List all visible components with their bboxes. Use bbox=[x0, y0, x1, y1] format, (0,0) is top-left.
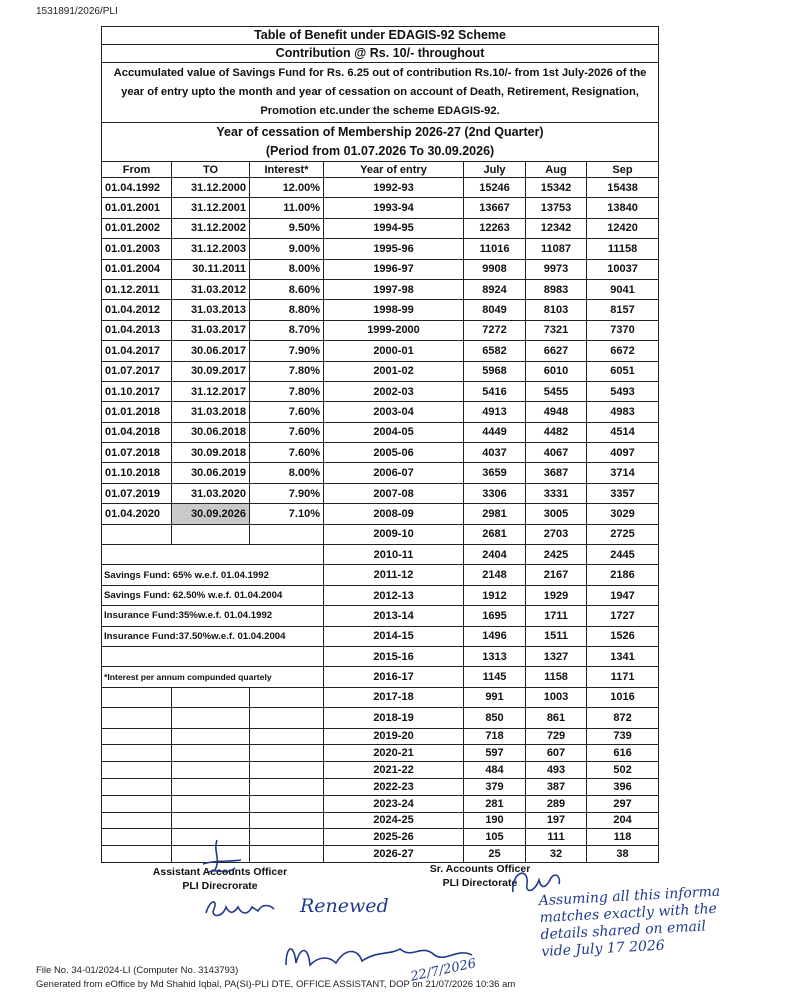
benefit-sep: 6672 bbox=[587, 341, 659, 361]
benefit-aug: 1327 bbox=[526, 646, 587, 666]
benefit-sep: 297 bbox=[587, 795, 659, 812]
period-line: (Period from 01.07.2026 To 30.09.2026) bbox=[265, 144, 495, 158]
rate-to: 31.12.2000 bbox=[172, 178, 250, 198]
year-of-entry: 1997-98 bbox=[324, 279, 464, 299]
benefit-aug: 1158 bbox=[526, 667, 587, 687]
year-of-entry: 1993-94 bbox=[324, 198, 464, 218]
year-of-entry: 1996-97 bbox=[324, 259, 464, 279]
benefit-july: 597 bbox=[464, 745, 526, 762]
table-row bbox=[102, 728, 659, 745]
benefit-aug: 15342 bbox=[526, 178, 587, 198]
year-of-entry: 2010-11 bbox=[324, 545, 464, 565]
empty-cell bbox=[250, 762, 324, 779]
contribution-line: Contribution @ Rs. 10/- throughout bbox=[102, 45, 659, 63]
table-row bbox=[102, 626, 659, 646]
rate-to: 30.06.2018 bbox=[172, 422, 250, 442]
signature-mark-initials bbox=[200, 895, 280, 925]
table-title: Table of Benefit under EDAGIS-92 Scheme bbox=[102, 27, 659, 45]
benefit-july: 7272 bbox=[464, 320, 526, 340]
benefit-sep: 4097 bbox=[587, 443, 659, 463]
benefit-sep: 1947 bbox=[587, 585, 659, 605]
benefit-july: 4913 bbox=[464, 402, 526, 422]
rate-interest: 8.00% bbox=[250, 259, 324, 279]
table-row bbox=[102, 504, 659, 524]
benefit-aug: 111 bbox=[526, 829, 587, 846]
rate-to: 30.11.2011 bbox=[172, 259, 250, 279]
rate-to: 31.03.2012 bbox=[172, 279, 250, 299]
rate-to: 31.12.2001 bbox=[172, 198, 250, 218]
benefit-july: 2404 bbox=[464, 545, 526, 565]
benefit-sep: 6051 bbox=[587, 361, 659, 381]
rate-interest: 8.70% bbox=[250, 320, 324, 340]
year-of-entry: 1998-99 bbox=[324, 300, 464, 320]
rate-to: 30.06.2017 bbox=[172, 341, 250, 361]
benefit-aug: 1003 bbox=[526, 687, 587, 707]
footer-file-number: File No. 34-01/2024-LI (Computer No. 3143793) bbox=[36, 965, 239, 976]
rate-interest: 7.60% bbox=[250, 422, 324, 442]
table-row bbox=[102, 218, 659, 238]
benefit-july: 718 bbox=[464, 728, 526, 745]
benefit-sep: 204 bbox=[587, 812, 659, 829]
empty-cell bbox=[250, 829, 324, 846]
header-july: July bbox=[464, 162, 526, 178]
rate-from: 01.01.2018 bbox=[102, 402, 172, 422]
benefit-sep: 4983 bbox=[587, 402, 659, 422]
benefit-aug: 2425 bbox=[526, 545, 587, 565]
benefit-july: 2681 bbox=[464, 524, 526, 544]
benefit-sep: 9041 bbox=[587, 279, 659, 299]
year-of-entry: 2009-10 bbox=[324, 524, 464, 544]
table-row bbox=[102, 545, 659, 565]
benefit-july: 5416 bbox=[464, 381, 526, 401]
year-of-entry: 1995-96 bbox=[324, 239, 464, 259]
rate-to: 31.03.2018 bbox=[172, 402, 250, 422]
benefit-july: 8924 bbox=[464, 279, 526, 299]
benefit-july: 1912 bbox=[464, 585, 526, 605]
year-of-entry: 2022-23 bbox=[324, 778, 464, 795]
benefit-july: 15246 bbox=[464, 178, 526, 198]
year-of-entry: 2024-25 bbox=[324, 812, 464, 829]
year-of-entry: 2015-16 bbox=[324, 646, 464, 666]
table-row bbox=[102, 443, 659, 463]
empty-cell bbox=[250, 846, 324, 863]
rate-to: 31.12.2002 bbox=[172, 218, 250, 238]
table-row bbox=[102, 762, 659, 779]
table-row bbox=[102, 829, 659, 846]
cessation-year bbox=[102, 123, 659, 162]
header-interest: Interest* bbox=[250, 162, 324, 178]
empty-cell bbox=[102, 708, 172, 728]
benefit-sep: 15438 bbox=[587, 178, 659, 198]
rate-from: 01.04.2018 bbox=[102, 422, 172, 442]
rate-to: 31.03.2013 bbox=[172, 300, 250, 320]
empty-cell bbox=[172, 687, 250, 707]
header-sep: Sep bbox=[587, 162, 659, 178]
benefit-aug: 1929 bbox=[526, 585, 587, 605]
benefit-july: 3659 bbox=[464, 463, 526, 483]
fund-note: *Interest per annum compunded quartely bbox=[102, 667, 324, 687]
benefit-aug: 32 bbox=[526, 846, 587, 863]
benefit-july: 5968 bbox=[464, 361, 526, 381]
benefit-aug: 4948 bbox=[526, 402, 587, 422]
benefit-july: 12263 bbox=[464, 218, 526, 238]
benefit-aug: 861 bbox=[526, 708, 587, 728]
empty-cell bbox=[102, 812, 172, 829]
year-of-entry: 2018-19 bbox=[324, 708, 464, 728]
benefit-sep: 616 bbox=[587, 745, 659, 762]
table-row bbox=[102, 341, 659, 361]
benefit-july: 1313 bbox=[464, 646, 526, 666]
benefit-aug: 1511 bbox=[526, 626, 587, 646]
year-of-entry: 2025-26 bbox=[324, 829, 464, 846]
rate-from: 01.12.2011 bbox=[102, 279, 172, 299]
benefit-sep: 8157 bbox=[587, 300, 659, 320]
rate-from: 01.04.2012 bbox=[102, 300, 172, 320]
table-row bbox=[102, 361, 659, 381]
benefit-aug: 5455 bbox=[526, 381, 587, 401]
table-row bbox=[102, 483, 659, 503]
benefit-july: 2148 bbox=[464, 565, 526, 585]
rate-to: 31.03.2017 bbox=[172, 320, 250, 340]
benefit-july: 25 bbox=[464, 846, 526, 863]
benefit-july: 3306 bbox=[464, 483, 526, 503]
benefit-july: 379 bbox=[464, 778, 526, 795]
table-row bbox=[102, 778, 659, 795]
benefit-sep: 2186 bbox=[587, 565, 659, 585]
benefit-sep: 3357 bbox=[587, 483, 659, 503]
benefit-aug: 8103 bbox=[526, 300, 587, 320]
benefit-sep: 2445 bbox=[587, 545, 659, 565]
benefit-sep: 1171 bbox=[587, 667, 659, 687]
header-aug: Aug bbox=[526, 162, 587, 178]
benefit-aug: 493 bbox=[526, 762, 587, 779]
benefit-sep: 502 bbox=[587, 762, 659, 779]
benefit-sep: 3714 bbox=[587, 463, 659, 483]
left-signature-title: Assistant Accounts Officer bbox=[152, 866, 288, 878]
table-row bbox=[102, 198, 659, 218]
table-row bbox=[102, 646, 659, 666]
benefit-july: 2981 bbox=[464, 504, 526, 524]
benefit-aug: 12342 bbox=[526, 218, 587, 238]
benefit-july: 991 bbox=[464, 687, 526, 707]
fund-note: Insurance Fund:37.50%w.e.f. 01.04.2004 bbox=[102, 626, 324, 646]
empty-cell bbox=[172, 524, 250, 544]
benefit-aug: 11087 bbox=[526, 239, 587, 259]
benefit-aug: 289 bbox=[526, 795, 587, 812]
year-of-entry: 2012-13 bbox=[324, 585, 464, 605]
table-row bbox=[102, 708, 659, 728]
benefit-aug: 197 bbox=[526, 812, 587, 829]
benefit-sep: 1727 bbox=[587, 606, 659, 626]
year-of-entry: 2008-09 bbox=[324, 504, 464, 524]
benefit-aug: 6010 bbox=[526, 361, 587, 381]
empty-cell bbox=[102, 778, 172, 795]
rate-to: 31.12.2003 bbox=[172, 239, 250, 259]
benefit-aug: 2703 bbox=[526, 524, 587, 544]
empty-cell bbox=[250, 687, 324, 707]
rate-from: 01.01.2001 bbox=[102, 198, 172, 218]
rate-interest: 7.10% bbox=[250, 504, 324, 524]
rate-from: 01.04.2017 bbox=[102, 341, 172, 361]
table-row bbox=[102, 812, 659, 829]
year-of-entry: 2014-15 bbox=[324, 626, 464, 646]
benefit-july: 105 bbox=[464, 829, 526, 846]
rate-from: 01.04.1992 bbox=[102, 178, 172, 198]
empty-cell bbox=[102, 846, 172, 863]
table-row bbox=[102, 745, 659, 762]
benefit-sep: 872 bbox=[587, 708, 659, 728]
table-row bbox=[102, 585, 659, 605]
benefit-sep: 3029 bbox=[587, 504, 659, 524]
benefit-july: 1145 bbox=[464, 667, 526, 687]
benefit-july: 11016 bbox=[464, 239, 526, 259]
table-row bbox=[102, 687, 659, 707]
table-row bbox=[102, 606, 659, 626]
table-row bbox=[102, 565, 659, 585]
year-of-entry: 2019-20 bbox=[324, 728, 464, 745]
table-row bbox=[102, 846, 659, 863]
empty-cell bbox=[172, 708, 250, 728]
rate-from: 01.07.2019 bbox=[102, 483, 172, 503]
empty-cell bbox=[172, 812, 250, 829]
rate-interest: 12.00% bbox=[250, 178, 324, 198]
benefit-sep: 7370 bbox=[587, 320, 659, 340]
table-row bbox=[102, 178, 659, 198]
rate-interest: 7.80% bbox=[250, 381, 324, 401]
handwritten-note-renewed: Renewed bbox=[300, 895, 389, 917]
empty-cell bbox=[102, 545, 324, 565]
benefit-july: 6582 bbox=[464, 341, 526, 361]
year-of-entry: 2026-27 bbox=[324, 846, 464, 863]
empty-cell bbox=[172, 795, 250, 812]
benefit-sep: 1341 bbox=[587, 646, 659, 666]
benefit-sep: 13840 bbox=[587, 198, 659, 218]
benefit-aug: 2167 bbox=[526, 565, 587, 585]
benefit-aug: 13753 bbox=[526, 198, 587, 218]
header-year-of-entry: Year of entry bbox=[324, 162, 464, 178]
year-of-entry: 1994-95 bbox=[324, 218, 464, 238]
benefit-july: 4449 bbox=[464, 422, 526, 442]
year-of-entry: 2000-01 bbox=[324, 341, 464, 361]
benefit-sep: 1526 bbox=[587, 626, 659, 646]
rate-from: 01.04.2020 bbox=[102, 504, 172, 524]
rate-interest: 7.90% bbox=[250, 341, 324, 361]
rate-to: 31.03.2020 bbox=[172, 483, 250, 503]
benefit-aug: 3331 bbox=[526, 483, 587, 503]
benefit-sep: 5493 bbox=[587, 381, 659, 401]
year-of-entry: 1999-2000 bbox=[324, 320, 464, 340]
benefit-sep: 12420 bbox=[587, 218, 659, 238]
benefit-sep: 10037 bbox=[587, 259, 659, 279]
fund-note: Savings Fund: 65% w.e.f. 01.04.1992 bbox=[102, 565, 324, 585]
year-of-entry: 2017-18 bbox=[324, 687, 464, 707]
year-of-entry: 2001-02 bbox=[324, 361, 464, 381]
year-of-entry: 2016-17 bbox=[324, 667, 464, 687]
footer-generated-by: Generated from eOffice by Md Shahid Iqbal, PA(SI)-PLI DTE, OFFICE ASSISTANT, DOP on 21/07/2026 10:36 am bbox=[36, 979, 516, 990]
benefit-july: 4037 bbox=[464, 443, 526, 463]
empty-cell bbox=[102, 745, 172, 762]
handwritten-date: 22/7/2026 bbox=[409, 956, 478, 985]
empty-cell bbox=[172, 778, 250, 795]
year-of-entry: 2020-21 bbox=[324, 745, 464, 762]
rate-from: 01.07.2017 bbox=[102, 361, 172, 381]
rate-to: 30.06.2019 bbox=[172, 463, 250, 483]
rate-interest: 7.60% bbox=[250, 402, 324, 422]
rate-interest: 8.80% bbox=[250, 300, 324, 320]
document-reference: 1531891/2026/PLI bbox=[36, 6, 118, 17]
benefit-aug: 9973 bbox=[526, 259, 587, 279]
rate-from: 01.04.2013 bbox=[102, 320, 172, 340]
right-signature-office: PLI Directorate bbox=[442, 877, 518, 889]
rate-interest: 7.60% bbox=[250, 443, 324, 463]
rate-from: 01.01.2003 bbox=[102, 239, 172, 259]
fund-note: Savings Fund: 62.50% w.e.f. 01.04.2004 bbox=[102, 585, 324, 605]
table-row bbox=[102, 667, 659, 687]
benefit-july: 190 bbox=[464, 812, 526, 829]
empty-cell bbox=[250, 778, 324, 795]
table-row bbox=[102, 300, 659, 320]
benefit-aug: 7321 bbox=[526, 320, 587, 340]
empty-cell bbox=[172, 728, 250, 745]
table-row bbox=[102, 259, 659, 279]
header-from: From bbox=[102, 162, 172, 178]
empty-cell bbox=[250, 812, 324, 829]
benefit-aug: 4067 bbox=[526, 443, 587, 463]
benefit-sep: 118 bbox=[587, 829, 659, 846]
rate-to: 30.09.2018 bbox=[172, 443, 250, 463]
benefit-aug: 8983 bbox=[526, 279, 587, 299]
table-row bbox=[102, 320, 659, 340]
empty-cell bbox=[102, 795, 172, 812]
benefit-sep: 2725 bbox=[587, 524, 659, 544]
benefit-aug: 4482 bbox=[526, 422, 587, 442]
year-of-entry: 1992-93 bbox=[324, 178, 464, 198]
empty-cell bbox=[102, 728, 172, 745]
rate-interest: 7.80% bbox=[250, 361, 324, 381]
rate-interest: 8.60% bbox=[250, 279, 324, 299]
benefit-aug: 3005 bbox=[526, 504, 587, 524]
year-of-entry: 2007-08 bbox=[324, 483, 464, 503]
table-row bbox=[102, 795, 659, 812]
rate-from: 01.01.2004 bbox=[102, 259, 172, 279]
handwritten-note-verification: Assuming all this informa matches exactly with the details shared on email vide July 17 2026 bbox=[538, 883, 721, 961]
rate-to: 31.12.2017 bbox=[172, 381, 250, 401]
empty-cell bbox=[250, 524, 324, 544]
benefit-july: 1695 bbox=[464, 606, 526, 626]
rate-to: 30.09.2017 bbox=[172, 361, 250, 381]
benefit-july: 8049 bbox=[464, 300, 526, 320]
scheme-description: Accumulated value of Savings Fund for Rs. 6.25 out of contribution Rs.10/- from 1st July-2026 of the year of entry upto the month and year of cessation on account of Death, Retirement, Resignation, Promotion etc.under the scheme EDAGIS-92. bbox=[102, 63, 659, 123]
benefit-sep: 4514 bbox=[587, 422, 659, 442]
year-of-entry: 2002-03 bbox=[324, 381, 464, 401]
rate-to: 30.09.2026 bbox=[172, 504, 250, 524]
left-signature-office: PLI Direcrorate bbox=[182, 880, 258, 892]
column-header-row bbox=[102, 162, 659, 178]
empty-cell bbox=[102, 646, 324, 666]
header-to: TO bbox=[172, 162, 250, 178]
benefit-aug: 1711 bbox=[526, 606, 587, 626]
empty-cell bbox=[102, 762, 172, 779]
benefit-sep: 1016 bbox=[587, 687, 659, 707]
year-of-entry: 2005-06 bbox=[324, 443, 464, 463]
table-row bbox=[102, 463, 659, 483]
benefit-july: 13667 bbox=[464, 198, 526, 218]
year-of-entry: 2011-12 bbox=[324, 565, 464, 585]
year-of-entry: 2003-04 bbox=[324, 402, 464, 422]
rate-from: 01.10.2018 bbox=[102, 463, 172, 483]
rate-interest: 7.90% bbox=[250, 483, 324, 503]
benefit-july: 1496 bbox=[464, 626, 526, 646]
benefit-aug: 729 bbox=[526, 728, 587, 745]
empty-cell bbox=[172, 745, 250, 762]
empty-cell bbox=[102, 829, 172, 846]
benefit-sep: 11158 bbox=[587, 239, 659, 259]
empty-cell bbox=[250, 795, 324, 812]
benefit-sep: 739 bbox=[587, 728, 659, 745]
rate-from: 01.01.2002 bbox=[102, 218, 172, 238]
table-row bbox=[102, 279, 659, 299]
empty-cell bbox=[250, 708, 324, 728]
rate-interest: 11.00% bbox=[250, 198, 324, 218]
benefit-aug: 607 bbox=[526, 745, 587, 762]
year-of-entry: 2013-14 bbox=[324, 606, 464, 626]
table-row bbox=[102, 239, 659, 259]
benefit-aug: 6627 bbox=[526, 341, 587, 361]
year-of-entry: 2021-22 bbox=[324, 762, 464, 779]
empty-cell bbox=[102, 524, 172, 544]
benefit-sep: 396 bbox=[587, 778, 659, 795]
benefit-sep: 38 bbox=[587, 846, 659, 863]
empty-cell bbox=[250, 745, 324, 762]
signature-mark-left bbox=[195, 838, 255, 888]
benefit-july: 484 bbox=[464, 762, 526, 779]
rate-interest: 9.50% bbox=[250, 218, 324, 238]
year-of-entry: 2006-07 bbox=[324, 463, 464, 483]
table-row bbox=[102, 381, 659, 401]
rate-interest: 9.00% bbox=[250, 239, 324, 259]
empty-cell bbox=[172, 762, 250, 779]
benefit-july: 9908 bbox=[464, 259, 526, 279]
table-row bbox=[102, 524, 659, 544]
rate-from: 01.07.2018 bbox=[102, 443, 172, 463]
benefit-july: 850 bbox=[464, 708, 526, 728]
cessation-year-line: Year of cessation of Membership 2026-27 (2nd Quarter) bbox=[216, 125, 544, 139]
right-signature-title: Sr. Accounts Officer bbox=[429, 863, 531, 875]
empty-cell bbox=[102, 687, 172, 707]
table-row bbox=[102, 402, 659, 422]
benefit-july: 281 bbox=[464, 795, 526, 812]
fund-note: Insurance Fund:35%w.e.f. 01.04.1992 bbox=[102, 606, 324, 626]
benefit-table bbox=[101, 26, 659, 863]
empty-cell bbox=[250, 728, 324, 745]
rate-from: 01.10.2017 bbox=[102, 381, 172, 401]
year-of-entry: 2004-05 bbox=[324, 422, 464, 442]
rate-interest: 8.00% bbox=[250, 463, 324, 483]
table-row bbox=[102, 422, 659, 442]
benefit-aug: 387 bbox=[526, 778, 587, 795]
benefit-aug: 3687 bbox=[526, 463, 587, 483]
year-of-entry: 2023-24 bbox=[324, 795, 464, 812]
